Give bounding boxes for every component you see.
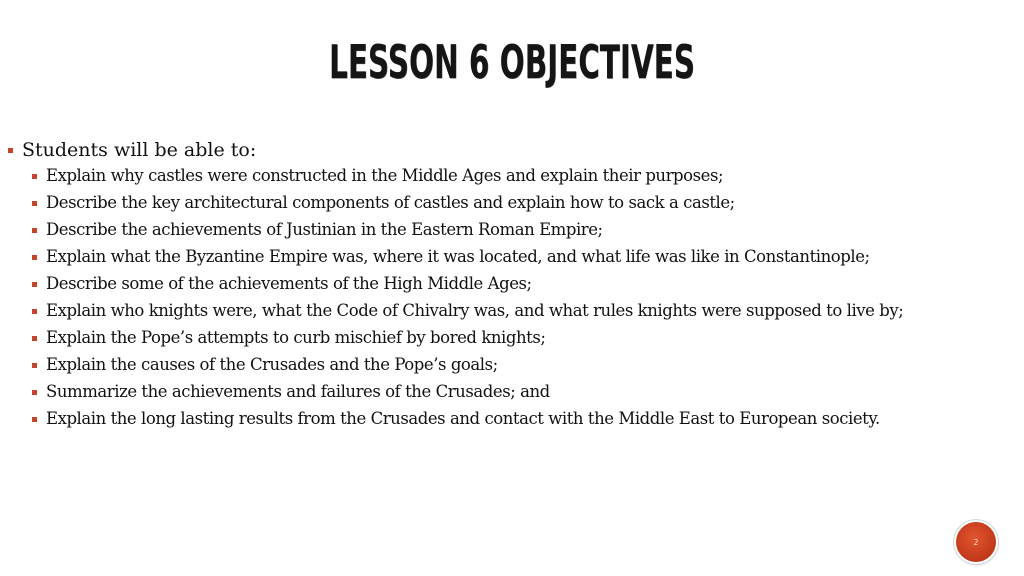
list-item [0,219,1024,246]
objective-text: Explain the long lasting results from the Crusades and contact with the Middle East to European society. [46,409,880,428]
objective-text: Describe some of the achievements of the High Middle Ages; [46,274,532,293]
list-item [0,192,1024,219]
square-bullet-icon [32,255,37,260]
square-bullet-icon [32,174,37,179]
list-item [0,273,1024,300]
objective-text: Summarize the achievements and failures of the Crusades; and [46,382,550,401]
list-item [0,300,1024,327]
square-bullet-icon [32,228,37,233]
objective-text: Explain the Pope’s attempts to curb mischief by bored knights; [46,328,546,347]
list-item [0,354,1024,381]
objective-text: Describe the achievements of Justinian in the Eastern Roman Empire; [46,220,603,239]
list-item [0,381,1024,408]
page-number: 2 [973,537,979,547]
objective-text: Explain why castles were constructed in the Middle Ages and explain their purposes; [46,166,724,185]
list-item [0,327,1024,354]
objective-text: Explain the causes of the Crusades and the Pope’s goals; [46,355,498,374]
square-bullet-icon [32,363,37,368]
square-bullet-icon [32,336,37,341]
square-bullet-icon [32,309,37,314]
square-bullet-icon [32,390,37,395]
square-bullet-icon [32,201,37,206]
objective-text: Describe the key architectural components of castles and explain how to sack a castle; [46,193,735,212]
list-item [0,246,1024,273]
square-bullet-icon [32,417,37,422]
list-item [0,165,1024,192]
intro-text: Students will be able to: [22,139,257,161]
slide-title: LESSON 6 OBJECTIVES [329,35,695,89]
slide-number-button[interactable] [956,522,996,562]
square-bullet-icon [8,148,13,153]
objective-text: Explain what the Byzantine Empire was, where it was located, and what life was like in Constantinople; [46,247,870,266]
objective-text: Explain who knights were, what the Code of Chivalry was, and what rules knights were supposed to live by; [46,301,904,320]
square-bullet-icon [32,282,37,287]
list-item [0,408,1024,435]
